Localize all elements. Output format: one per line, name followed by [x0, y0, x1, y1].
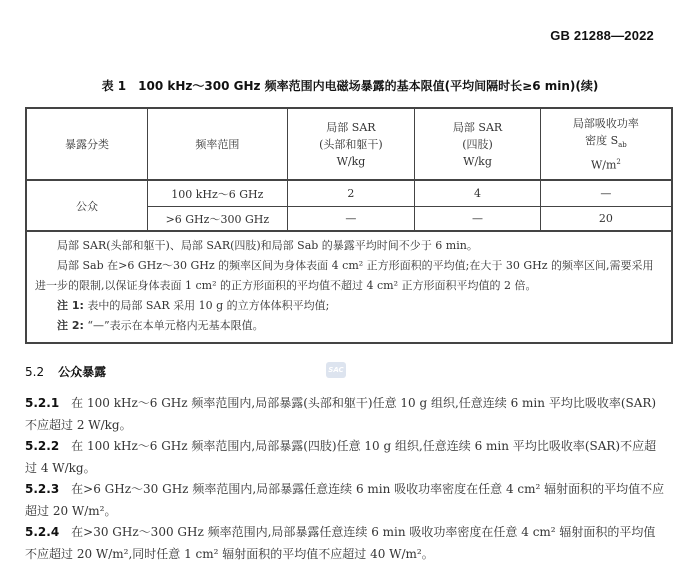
note-2: 注 2: “—”表示在本单元格内无基本限值。	[57, 319, 264, 332]
sac-watermark-logo: SAC	[326, 362, 346, 378]
table-notes-row	[26, 231, 672, 343]
sar-limbs-cell: —	[415, 207, 541, 232]
column-header-category: 暴露分类	[26, 108, 148, 180]
note-1: 注 1: 表中的局部 SAR 采用 10 g 的立方体体积平均值;	[57, 299, 330, 312]
sab-cell: 20	[540, 207, 672, 232]
sab-cell: —	[540, 180, 672, 207]
frequency-cell: >6 GHz～300 GHz	[148, 207, 288, 232]
table-notes	[26, 231, 672, 343]
clause-5-2-3: 5.2.3 在>6 GHz～30 GHz 频率范围内,局部暴露任意连续 6 min 吸收功率密度在任意 4 cm² 辐射面积的平均值不应超过 20 W/m²。	[25, 482, 665, 518]
sar-head-trunk-cell: —	[287, 207, 415, 232]
sar-limbs-cell: 4	[415, 180, 541, 207]
notes-paragraph-2: 局部 Sab 在>6 GHz～30 GHz 的频率区间为身体表面 4 cm² 正方形面积的平均值;在大于 30 GHz 的频率区间,需要采用进一步的限制,以保证身体表面 1 cm² 的正方形面积的平均值不超过 4 cm² 正方形面积平均值的 2 倍。	[35, 259, 654, 292]
clause-5-2-1: 5.2.1 在 100 kHz～6 GHz 频率范围内,局部暴露(头部和躯干)任意 10 g 组织,任意连续 6 min 平均比吸收率(SAR)不应超过 2 W/kg。	[25, 396, 657, 432]
table-header-row	[26, 108, 672, 180]
column-header-frequency: 频率范围	[148, 108, 288, 180]
note-1-label: 注 1:	[57, 299, 84, 312]
column-header-sar-head-trunk: 局部 SAR (头部和躯干) W/kg	[287, 108, 415, 180]
column-header-sar-limbs: 局部 SAR (四肢) W/kg	[415, 108, 541, 180]
exposure-limits-table	[25, 107, 673, 344]
clause-5-2-2: 5.2.2 在 100 kHz～6 GHz 频率范围内,局部暴露(四肢)任意 10 g 组织,任意连续 6 min 平均比吸收率(SAR)不应超过 4 W/kg。	[25, 439, 657, 475]
frequency-cell: 100 kHz～6 GHz	[148, 180, 288, 207]
section-title: 公众暴露	[58, 365, 107, 379]
table-caption: 表 1 100 kHz～300 GHz 频率范围内电磁场暴露的基本限值(平均间隔时长≥6 min)(续)	[101, 79, 599, 93]
note-2-label: 注 2:	[57, 319, 84, 332]
section-number: 5.2	[25, 365, 45, 379]
column-header-sab: 局部吸收功率 密度 $S_{ab}$ $W/m^2$	[540, 108, 672, 180]
sar-head-trunk-cell: 2	[287, 180, 415, 207]
standard-number: GB 21288—2022	[550, 28, 654, 43]
section-heading	[25, 363, 106, 380]
notes-paragraph-1: 局部 SAR(头部和躯干)、局部 SAR(四肢)和局部 Sab 的暴露平均时间不少于 6 min。	[57, 239, 478, 252]
clause-5-2-4: 5.2.4 在>30 GHz～300 GHz 频率范围内,局部暴露任意连续 6 min 吸收功率密度在任意 4 cm² 辐射面积的平均值不应超过 20 W/m²,同时任意 1 cm² 辐射面积的平均值不应超过 40 W/m²。	[25, 525, 656, 561]
clause-list	[25, 393, 665, 565]
category-cell: 公众	[26, 180, 148, 231]
table-row	[26, 180, 672, 207]
